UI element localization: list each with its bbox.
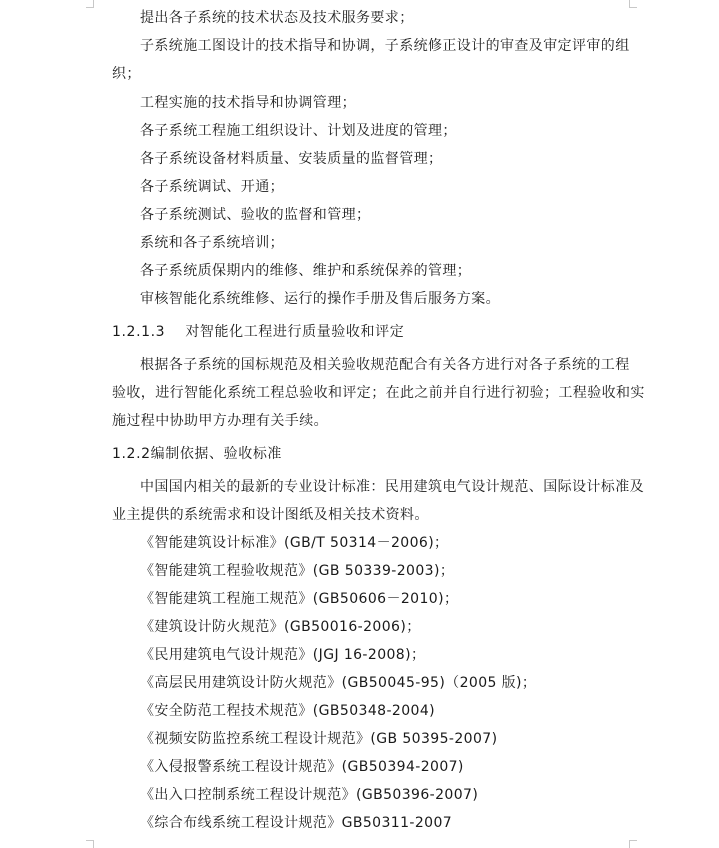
list-item: 工程实施的技术指导和协调管理； xyxy=(140,95,356,111)
standard-item: 《高层民用建筑设计防火规范》(GB50045-95)（2005 版)； xyxy=(140,675,537,691)
section-number: 1.2.2 xyxy=(112,446,151,462)
list-item: 系统和各子系统培训； xyxy=(140,235,284,251)
crop-mark-top-left-horizontal xyxy=(86,7,94,8)
list-item: 各子系统工程施工组织设计、计划及进度的管理； xyxy=(140,123,457,139)
list-item: 各子系统质保期内的维修、维护和系统保养的管理； xyxy=(140,263,472,279)
crop-mark-bottom-left-horizontal xyxy=(86,840,94,841)
list-item: 审核智能化系统维修、运行的操作手册及售后服务方案。 xyxy=(140,291,500,307)
standard-item: 《智能建筑工程验收规范》(GB 50339-2003)； xyxy=(140,563,455,579)
standard-item: 《民用建筑电气设计规范》(JGJ 16-2008)； xyxy=(140,647,426,663)
standard-item: 《综合布线系统工程设计规范》GB50311-2007 xyxy=(140,815,453,831)
list-item: 各子系统测试、验收的监督和管理； xyxy=(140,207,371,223)
list-item: 各子系统调试、开通； xyxy=(140,179,284,195)
standard-item: 《智能建筑工程施工规范》(GB50606－2010)； xyxy=(140,591,459,607)
paragraph-line: 中国国内相关的最新的专业设计标准：民用建筑电气设计规范、国际设计标准及 xyxy=(140,479,644,495)
list-item: 子系统施工图设计的技术指导和协调，子系统修正设计的审查及审定评审的组 xyxy=(140,38,630,54)
standard-item: 《智能建筑设计标准》(GB/T 50314－2006)； xyxy=(140,535,449,551)
list-item: 各子系统设备材料质量、安装质量的监督管理； xyxy=(140,151,443,167)
crop-mark-bottom-right-vertical xyxy=(629,840,630,848)
crop-mark-bottom-left-vertical xyxy=(93,840,94,848)
standard-item: 《出入口控制系统工程设计规范》(GB50396-2007) xyxy=(140,787,479,803)
paragraph-line: 根据各子系统的国标规范及相关验收规范配合有关各方进行对各子系统的工程 xyxy=(140,357,630,373)
standard-item: 《建筑设计防火规范》(GB50016-2006)； xyxy=(140,619,421,635)
crop-mark-top-right-horizontal xyxy=(629,7,637,8)
paragraph-line: 业主提供的系统需求和设计图纸及相关技术资料。 xyxy=(112,507,429,523)
list-item-continuation: 织； xyxy=(112,66,141,82)
list-item: 提出各子系统的技术状态及技术服务要求； xyxy=(140,10,414,26)
standard-item: 《视频安防监控系统工程设计规范》(GB 50395-2007) xyxy=(140,731,498,747)
section-title: 编制依据、验收标准 xyxy=(150,446,283,462)
section-number: 1.2.1.3 xyxy=(112,324,166,340)
standard-item: 《入侵报警系统工程设计规范》(GB50394-2007) xyxy=(140,759,464,775)
section-title: 对智能化工程进行质量验收和评定 xyxy=(185,324,405,340)
paragraph-line: 施过程中协助甲方办理有关手续。 xyxy=(112,413,328,429)
standard-item: 《安全防范工程技术规范》(GB50348-2004) xyxy=(140,703,435,719)
crop-mark-bottom-right-horizontal xyxy=(629,840,637,841)
paragraph-line: 验收，进行智能化系统工程总验收和评定；在此之前并自行进行初验；工程验收和实 xyxy=(112,385,645,401)
section-heading-1213 xyxy=(112,323,404,341)
section-heading-122 xyxy=(112,445,282,463)
